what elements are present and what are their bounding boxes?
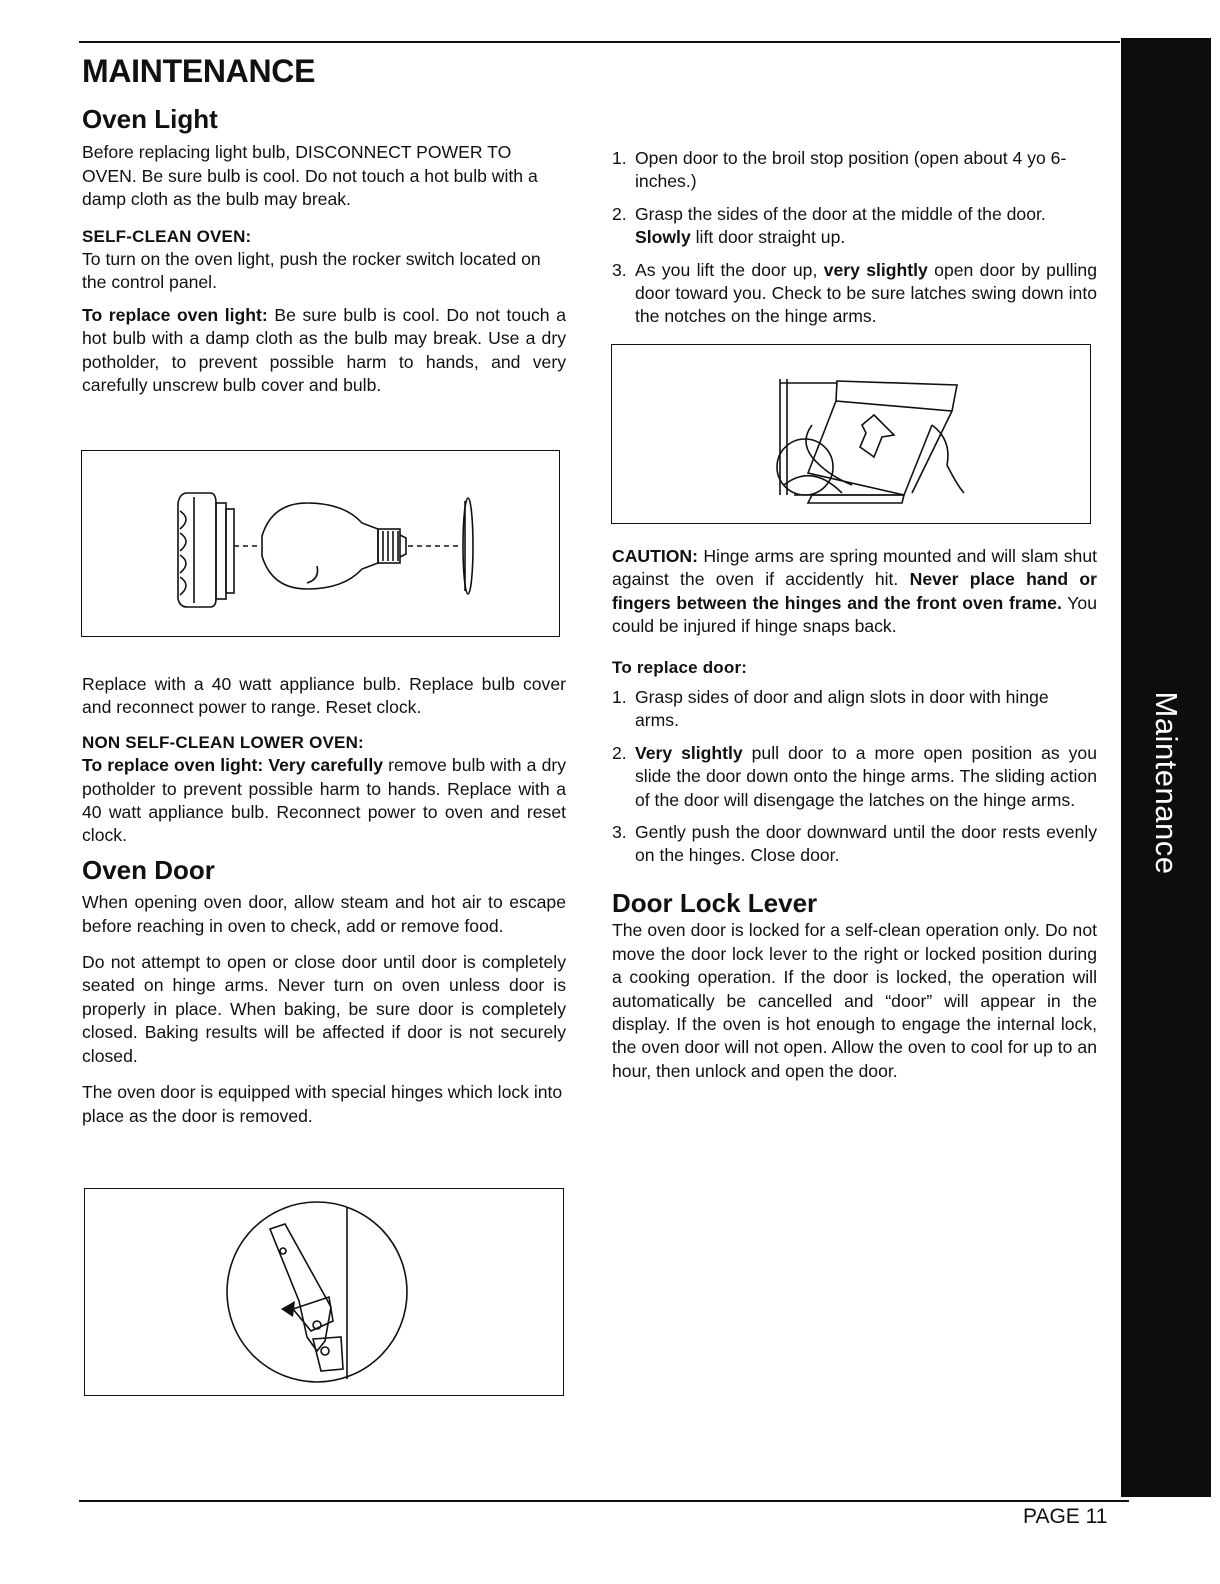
replace-light-label: To replace oven light: — [82, 304, 268, 325]
replace-with-text: Replace with a 40 watt appliance bulb. Replace bulb cover and reconnect power to range. Reset clock. — [82, 674, 566, 718]
side-tab-label: Maintenance — [1149, 691, 1184, 875]
door-lock-heading: Door Lock Lever — [612, 887, 818, 918]
non-self-clean-heading: NON SELF-CLEAN LOWER OVEN: — [82, 732, 364, 752]
hinge-diagram — [85, 1189, 563, 1395]
remove-door-steps — [612, 147, 1097, 329]
door-removal-diagram — [612, 345, 1090, 523]
oven-light-section — [82, 104, 566, 397]
bulb-diagram — [82, 451, 559, 636]
caution-paragraph: CAUTION: Hinge arms are spring mounted and will slam shut against the oven if accidently hit. Never place hand or fingers between the hinges and the front oven frame. You could be injured if hinge snaps back. — [612, 546, 1097, 637]
replace-step: 2. Very slightly pull door to a more open position as you slide the door down onto the hinge arms. The sliding action of the door will disengage the latches on the hinge arms. — [612, 742, 1097, 810]
remove-step: 3. As you lift the door up, very slightly open door by pulling door toward you. Check to be sure latches swing down into the notches on the hinge arms. — [612, 259, 1097, 327]
self-clean-text: To turn on the oven light, push the rocker switch located on the control panel. — [82, 249, 541, 293]
replace-door-heading: To replace door: — [612, 657, 748, 677]
remove-step: 2. Grasp the sides of the door at the middle of the door. Slowly lift door straight up. — [612, 203, 1046, 248]
bottom-rule — [79, 1500, 1129, 1502]
oven-light-heading: Oven Light — [82, 104, 218, 134]
remove-step: 1. Open door to the broil stop position (open about 4 yo 6-inches.) — [612, 148, 1067, 192]
oven-door-para1: When opening oven door, allow steam and hot air to escape before reaching in oven to check, add or remove food. — [82, 892, 566, 936]
oven-light-section-cont — [82, 673, 566, 1128]
oven-light-intro: Before replacing light bulb, DISCONNECT POWER TO OVEN. Be sure bulb is cool. Do not touch a hot bulb with a damp cloth as the bulb may break. — [82, 142, 538, 210]
bulb-illustration — [81, 450, 560, 637]
non-replace-label: To replace oven light: — [82, 755, 264, 776]
replace-step: 3. Gently push the door downward until the door rests evenly on the hinges. Close door. — [612, 822, 1097, 866]
oven-door-heading: Oven Door — [82, 854, 215, 885]
page-title: MAINTENANCE — [82, 53, 316, 89]
hinge-illustration — [84, 1188, 564, 1396]
door-lock-text: The oven door is locked for a self-clean operation only. Do not move the door lock lever to the right or locked position during a cooking operation. If the door is locked, the operation will automatically be cancelled and “door” will appear in the display. If the oven is hot enough to engage the internal lock, the oven door will not open. Allow the oven to cool for up to an hour, then unlock and open the door. — [612, 920, 1097, 1081]
page-number: PAGE 11 — [1023, 1505, 1108, 1528]
replace-light-text: Be sure bulb is cool. Do not touch a hot bulb with a damp cloth as the bulb may break. Use a dry potholder, to prevent possible harm to hands, and very carefully unscrew bulb cover and bulb. — [82, 304, 566, 396]
caution-label: CAUTION: — [612, 546, 699, 566]
door-removal-illustration — [611, 344, 1091, 524]
self-clean-heading: SELF-CLEAN OVEN: — [82, 226, 252, 246]
non-self-clean-paragraph — [82, 754, 566, 848]
caution-and-replace — [612, 545, 1097, 1083]
non-replace-text: remove bulb with a dry potholder to prevent possible harm to hands. Replace with a 40 watt appliance bulb. Reconnect power to oven and reset clock. — [82, 755, 567, 846]
oven-door-para2: Do not attempt to open or close door until door is completely seated on hinge arms. Never turn on oven unless door is properly in place. When baking, be sure door is completely closed. Baking results will be affected if door is not securely closed. — [82, 952, 566, 1066]
replace-step: 1. Grasp sides of door and align slots in door with hinge arms. — [612, 687, 1049, 731]
non-replace-emphasis: Very carefully — [268, 755, 383, 776]
top-rule — [79, 41, 1120, 43]
oven-door-para3: The oven door is equipped with special hinges which lock into place as the door is removed. — [82, 1082, 563, 1126]
replace-light-paragraph — [82, 304, 566, 398]
